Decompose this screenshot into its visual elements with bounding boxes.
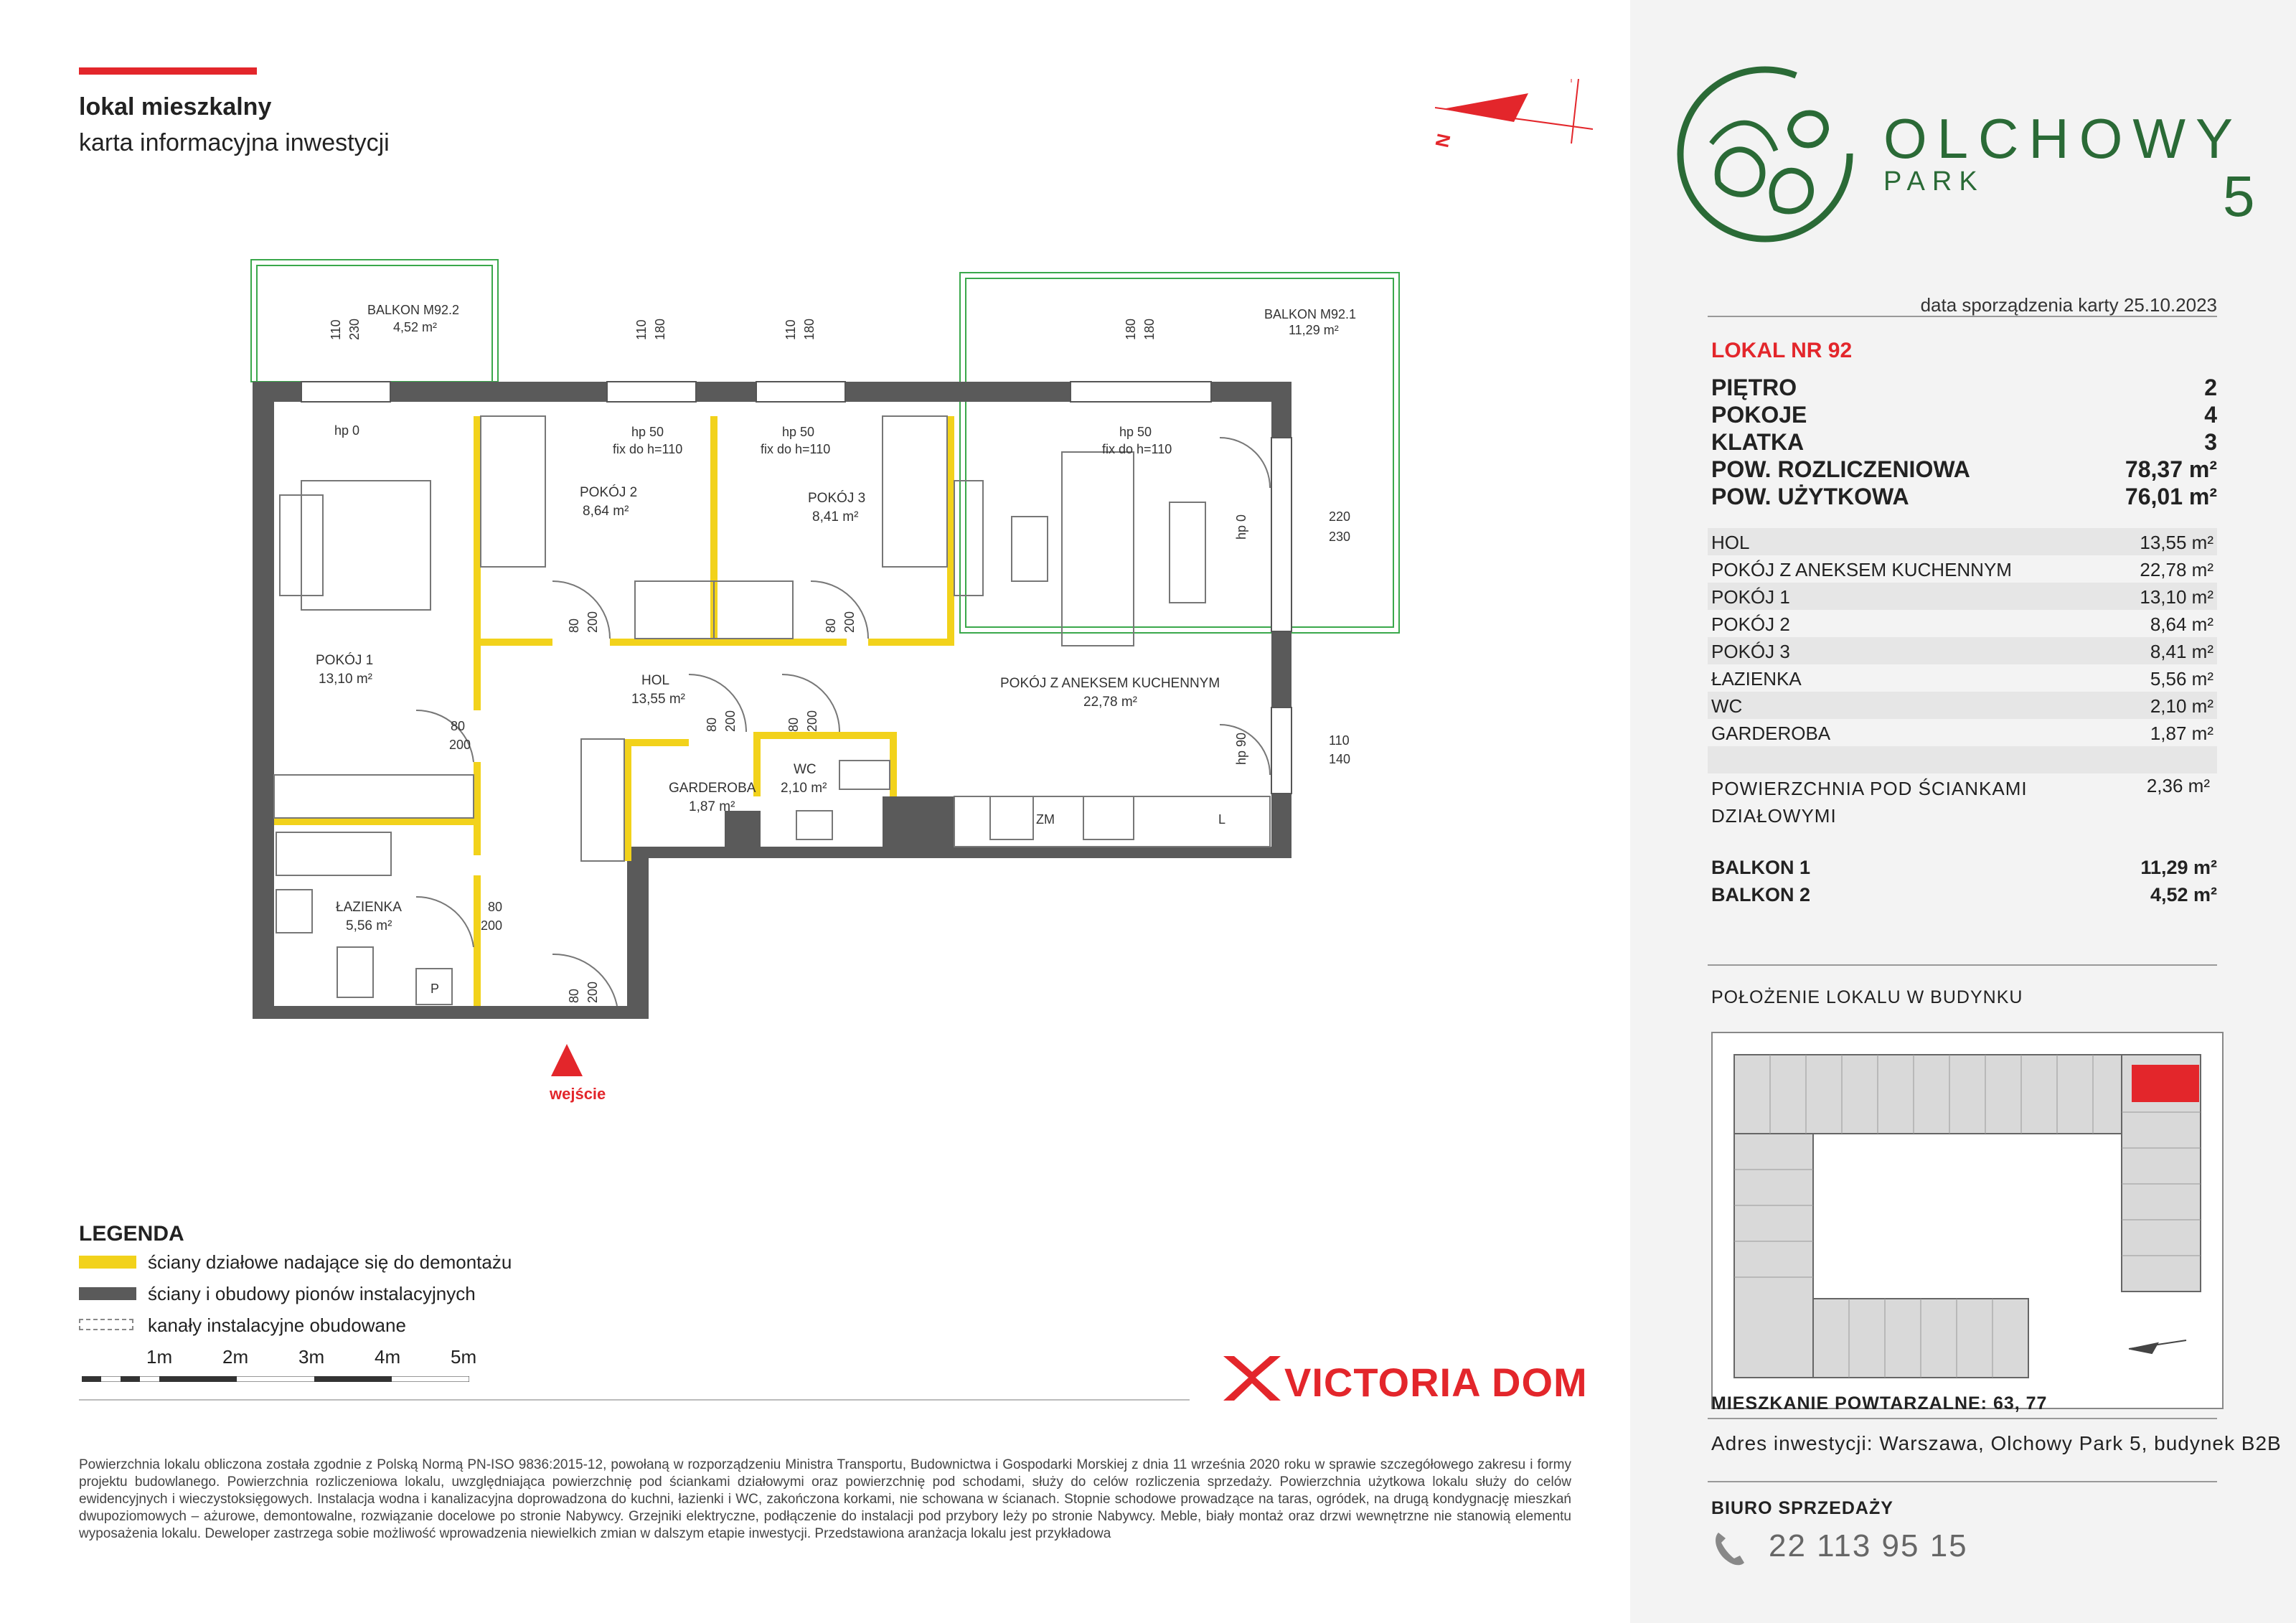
spec-key: PIĘTRO xyxy=(1711,375,1797,400)
balcony-1-label: BALKON M92.1 xyxy=(1264,307,1357,321)
legend-label: ściany działowe nadające się do demontażu xyxy=(148,1251,512,1273)
brand-name: OLCHOWY xyxy=(1883,107,2244,170)
card-date: data sporządzenia karty 25.10.2023 xyxy=(1920,294,2217,316)
room-value: 22,78 m² xyxy=(2140,559,2213,580)
dim-label: 110 xyxy=(634,319,649,340)
dim-label: 200 xyxy=(842,611,857,633)
window-note: hp 50 xyxy=(631,425,664,439)
dim-label: 80 xyxy=(451,719,466,733)
spec-row xyxy=(1711,375,2217,402)
balcony-key: BALKON 2 xyxy=(1711,884,1811,905)
dim-label: 200 xyxy=(585,981,600,1003)
building-key-plan xyxy=(1711,1032,2224,1409)
room-key: ŁAZIENKA xyxy=(1711,668,1802,690)
building-map xyxy=(1713,1033,2222,1408)
room-key: GARDEROBA xyxy=(1711,723,1831,744)
room-area: 22,78 m² xyxy=(1083,695,1137,710)
sales-office-title: BIURO SPRZEDAŻY xyxy=(1711,1498,1893,1518)
entrance-label: wejście xyxy=(550,1085,606,1103)
appliance-label: P xyxy=(430,982,440,996)
investment-address: Adres inwestycji: Warszawa, Olchowy Park 5, budynek B2B xyxy=(1711,1432,2282,1454)
unit-location-marker xyxy=(2132,1065,2199,1102)
balcony-2 xyxy=(251,260,498,382)
scale-label: 5m xyxy=(451,1346,477,1368)
spec-key: POW. ROZLICZENIOWA xyxy=(1711,456,1970,482)
scale-label: 3m xyxy=(298,1346,325,1368)
room-row xyxy=(1708,637,2217,664)
spec-value: 4 xyxy=(2204,402,2217,428)
spec-value: 76,01 m² xyxy=(2125,484,2217,509)
balcony-1-area: 11,29 m² xyxy=(1289,323,1339,337)
dim-label: 180 xyxy=(802,318,817,340)
room-value: 2,10 m² xyxy=(2150,695,2213,717)
spec-row xyxy=(1711,402,2217,429)
developer-name: VICTORIA DOM xyxy=(1284,1360,1588,1405)
balcony-row xyxy=(1711,884,2217,906)
legend-swatch xyxy=(79,1256,136,1269)
room-label: HOL xyxy=(641,673,670,688)
repeat-units: MIESZKANIE POWTARZALNE: 63, 77 xyxy=(1711,1393,2048,1413)
main-specs xyxy=(1711,375,2217,511)
dim-label: 220 xyxy=(1329,509,1351,524)
dim-label: 80 xyxy=(786,717,801,732)
room-area: 13,10 m² xyxy=(319,672,372,687)
balcony-2-label: BALKON M92.2 xyxy=(367,303,460,317)
room-row-empty xyxy=(1708,746,2217,773)
room-area: 1,87 m² xyxy=(689,799,735,814)
window-note: hp 0 xyxy=(1234,514,1248,540)
dim-label: 200 xyxy=(481,918,503,933)
north-label: N xyxy=(1431,131,1455,150)
legend-swatch xyxy=(79,1319,133,1330)
dim-label: 80 xyxy=(705,717,719,732)
brand-number: 5 xyxy=(2223,164,2255,228)
dim-label: 80 xyxy=(567,988,581,1003)
room-label: POKÓJ 1 xyxy=(316,653,374,668)
room-row xyxy=(1708,719,2217,746)
separator xyxy=(1708,1418,2217,1419)
dim-label: 110 xyxy=(1329,733,1350,748)
separator xyxy=(79,1399,1190,1401)
balcony-key: BALKON 1 xyxy=(1711,857,1811,878)
scale-label: 2m xyxy=(222,1346,249,1368)
dim-label: 200 xyxy=(723,710,738,732)
appliance-label: ZM xyxy=(1036,812,1055,827)
room-area: 2,10 m² xyxy=(781,781,827,796)
dim-label: 110 xyxy=(329,319,343,340)
room-key: WC xyxy=(1711,695,1743,717)
location-title: POŁOŻENIE LOKALU W BUDYNKU xyxy=(1711,987,2023,1007)
spec-key: KLATKA xyxy=(1711,429,1805,455)
room-value: 8,41 m² xyxy=(2150,641,2213,662)
spec-value: 78,37 m² xyxy=(2125,456,2217,482)
dim-label: 230 xyxy=(347,318,362,340)
dim-label: 80 xyxy=(824,618,838,633)
legend-swatch xyxy=(79,1287,136,1300)
dim-label: 230 xyxy=(1329,530,1351,544)
window-note: hp 90 xyxy=(1234,732,1248,765)
appliance-label: L xyxy=(1218,812,1226,827)
dim-label: 140 xyxy=(1329,752,1351,766)
dim-label: 200 xyxy=(585,611,600,633)
floor-plan xyxy=(0,0,1630,1119)
room-value: 8,64 m² xyxy=(2150,613,2213,635)
separator xyxy=(1708,1481,2217,1482)
room-key: HOL xyxy=(1711,532,1750,553)
scale-bar xyxy=(82,1376,469,1382)
room-row xyxy=(1708,692,2217,719)
separator xyxy=(1708,964,2217,966)
separator xyxy=(1708,316,2217,317)
legend-title: LEGENDA xyxy=(79,1222,184,1246)
room-key: POKÓJ 3 xyxy=(1711,641,1790,662)
room-value: 13,55 m² xyxy=(2140,532,2213,553)
room-key: POKÓJ 1 xyxy=(1711,586,1790,608)
dim-label: 180 xyxy=(1124,318,1138,340)
scale-label: 1m xyxy=(146,1346,173,1368)
phone-icon xyxy=(1711,1528,1747,1568)
balcony-value: 11,29 m² xyxy=(2140,857,2217,878)
dim-label: 180 xyxy=(1142,318,1157,340)
legend-label: kanały instalacyjne obudowane xyxy=(148,1314,406,1336)
partition-area-value: 2,36 m² xyxy=(2146,775,2210,796)
sales-phone[interactable]: 22 113 95 15 xyxy=(1769,1528,1968,1563)
spec-value: 2 xyxy=(2204,375,2217,400)
window-note: hp 0 xyxy=(334,423,360,438)
balcony-row xyxy=(1711,857,2217,879)
victoria-dom-logo-icon xyxy=(1220,1349,1284,1406)
room-label: POKÓJ Z ANEKSEM KUCHENNYM xyxy=(1000,676,1220,691)
spec-row xyxy=(1711,456,2217,484)
spec-row xyxy=(1711,484,2217,511)
room-key: POKÓJ 2 xyxy=(1711,613,1790,635)
window-note: fix do h=110 xyxy=(761,442,831,456)
dim-label: 80 xyxy=(488,900,503,914)
disclaimer: Powierzchnia lokalu obliczona została zgodnie z Polską Normą PN-ISO 9836:2015-12, powołaną w rozporządzeniu Ministra Transportu, Budownictwa i Gospodarki Morskiej z dnia 11 września 2020 roku w sprawie szczegółowego zakresu i formy projektu budowlanego. Powierzchnia rozliczeniowa lokalu, uwzględniająca powierzchnię pod ściankami działowymi oraz powierzchnię pod schodami, służy do celów rozliczenia sprzedaży. Powierzchnia użytkowa lokalu służy do celów ewidencyjnych i wieczystoksięgowych. Instalacja wodna i kanalizacyjna doprowadzona do kuchni, łazienki i WC, zakończona korkami, nie schowana w ścianach. Stopnie schodowe prowadzące na taras, ogródek, na drugą kondygnację mieszkań dwupoziomowych – ażurowe, demontowalne, rozwiązanie docelowe po stronie Nabywcy. Grzejniki elektryczne, podłączenie do instalacji pod przybory leży po stronie Nabywcy. Meble, biały montaż oraz drzwi wewnętrzne nie stanowią elementu wyposażenia lokalu. Deweloper zastrzega sobie możliwość wprowadzenia niewielkich zmian w dalszym etapie inwestycji. Przedstawiona aranżacja lokalu jest przykładowa xyxy=(79,1457,1571,1541)
balcony-2-area: 4,52 m² xyxy=(393,320,438,334)
balcony-value: 4,52 m² xyxy=(2150,884,2217,905)
window-note: fix do h=110 xyxy=(1102,442,1172,456)
room-key: POKÓJ Z ANEKSEM KUCHENNYM xyxy=(1711,559,2012,580)
room-row xyxy=(1708,664,2217,692)
map-north-icon xyxy=(2129,1340,2186,1353)
room-area: 5,56 m² xyxy=(346,918,392,933)
partition-area-label: POWIERZCHNIA POD ŚCIANKAMI DZIAŁOWYMI xyxy=(1711,778,2028,827)
spec-key: POKOJE xyxy=(1711,402,1807,428)
dim-label: 200 xyxy=(805,710,819,732)
olchowy-park-logo-icon xyxy=(1668,57,1869,251)
unit-type: lokal mieszkalny xyxy=(79,93,272,121)
room-value: 1,87 m² xyxy=(2150,723,2213,744)
scale-label: 4m xyxy=(375,1346,401,1368)
room-area: 13,55 m² xyxy=(631,692,685,707)
dim-label: 180 xyxy=(653,318,667,340)
window-note: hp 50 xyxy=(1119,425,1152,439)
room-row xyxy=(1708,555,2217,583)
brand-park: PARK xyxy=(1883,166,1985,197)
room-label: GARDEROBA xyxy=(669,781,756,796)
room-label: POKÓJ 2 xyxy=(580,485,638,500)
room-label: POKÓJ 3 xyxy=(808,491,866,506)
room-row xyxy=(1708,610,2217,637)
room-area: 8,41 m² xyxy=(812,509,859,524)
spec-row xyxy=(1711,429,2217,456)
entrance-arrow-icon xyxy=(551,1044,583,1076)
room-label: WC xyxy=(794,762,817,777)
dim-label: 200 xyxy=(449,738,471,752)
dim-label: 80 xyxy=(567,618,581,633)
room-value: 5,56 m² xyxy=(2150,668,2213,690)
legend-label: ściany i obudowy pionów instalacyjnych xyxy=(148,1283,476,1304)
unit-number: LOKAL NR 92 xyxy=(1711,339,1853,362)
room-row xyxy=(1708,583,2217,610)
room-value: 13,10 m² xyxy=(2140,586,2213,608)
spec-value: 3 xyxy=(2204,429,2217,455)
room-row xyxy=(1708,528,2217,555)
window-note: fix do h=110 xyxy=(613,442,683,456)
spec-key: POW. UŻYTKOWA xyxy=(1711,484,1909,509)
window-note: hp 50 xyxy=(782,425,815,439)
room-label: ŁAZIENKA xyxy=(336,900,402,915)
room-table xyxy=(1708,528,2217,773)
card-subtitle: karta informacyjna inwestycji xyxy=(79,129,390,156)
dim-label: 110 xyxy=(784,319,798,340)
room-area: 8,64 m² xyxy=(583,504,629,519)
